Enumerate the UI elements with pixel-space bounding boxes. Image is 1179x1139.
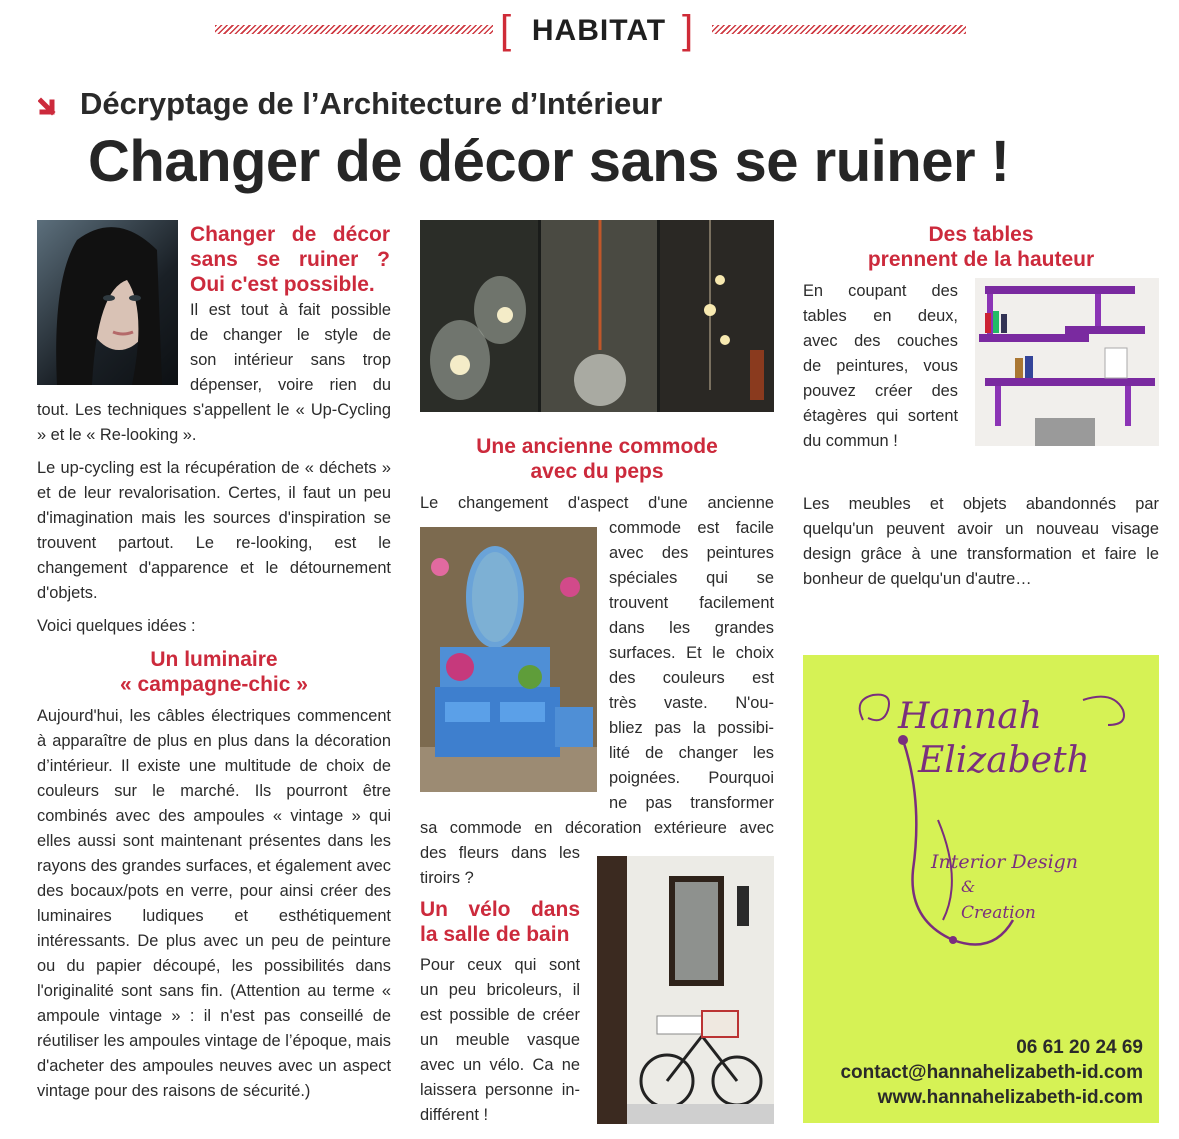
commode-wrap-line: trouvent facilement — [609, 594, 774, 612]
commode-wrap-line: lité de changer les — [609, 744, 774, 762]
logo-name-1: Hannah — [898, 696, 1042, 737]
tables-wrap-text — [803, 279, 958, 454]
commode-rest-tail — [420, 841, 580, 891]
header-hatch-right — [712, 25, 966, 34]
commode-wrap-line: spéciales qui se — [609, 569, 774, 587]
article-subtitle: Décryptage de l’Architecture d’Intérieur — [80, 86, 663, 121]
author-portrait — [37, 220, 178, 385]
blue-commode-photo — [420, 527, 597, 792]
article-title: Changer de décor sans se ruiner ! — [88, 129, 1010, 194]
tables-wrap-line: du commun ! — [803, 432, 898, 450]
velo-wrap-line: un meuble vasque — [420, 1031, 580, 1049]
logo-tagline-1: Interior Design — [931, 851, 1079, 873]
purple-shelves-photo — [975, 278, 1159, 446]
velo-wrap-line: avec un vélo. Ca ne — [420, 1056, 580, 1074]
bracket-right: ] — [682, 8, 694, 52]
intro-wrap-line: son intérieur sans trop — [190, 351, 391, 369]
commode-wrap-line: très vaste. N'ou- — [609, 694, 774, 712]
commode-wrap-line: des couleurs est — [609, 669, 774, 687]
ad-phone[interactable]: 06 61 20 24 69 — [1016, 1037, 1143, 1058]
velo-heading-line2: la salle de bain — [420, 923, 570, 946]
commode-wrap-line: poignées. Pourquoi — [609, 769, 774, 787]
velo-wrap-line: différent ! — [420, 1106, 489, 1124]
commode-rest-line3: tiroirs ? — [420, 869, 474, 887]
velo-text — [420, 953, 580, 1128]
tables-wrap-line: tables en deux, — [803, 307, 958, 325]
logo-name-2: Elizabeth — [918, 740, 1090, 781]
intro-paragraph-2: Le up-cycling est la récupération de « déchets » et de leur revalorisation. Certes, il faut un peu d'imagination mais les sources d'inspiration se trouvent partout. Le re-looking, est le changement d'apparence et le détournement d'objets. — [37, 459, 391, 602]
intro-text — [37, 398, 391, 647]
pendant-lights-photo — [420, 220, 774, 412]
commode-wrap-line: avec des peintures — [609, 544, 774, 562]
commode-wrap-line: dans les grandes — [609, 619, 774, 637]
velo-wrap-line: un peu bricoleurs, il — [420, 981, 580, 999]
ad-box — [803, 655, 1159, 1123]
logo-tagline-2: Creation — [961, 903, 1036, 923]
intro-wrap-text — [190, 298, 391, 398]
bracket-left: [ — [500, 8, 512, 52]
header-hatch-left — [215, 25, 493, 34]
intro-heading-line3: Oui c'est possible. — [190, 273, 375, 296]
tables-wrap-line: En coupant des — [803, 282, 958, 300]
ad-website[interactable]: www.hannahelizabeth-id.com — [877, 1087, 1143, 1108]
commode-rest-line1: sa commode en décoration extérieure avec — [420, 819, 774, 837]
commode-heading — [420, 434, 774, 484]
commode-wrap-line: ne pas transformer — [609, 794, 774, 812]
tables-paragraph-2: Les meubles et objets abandonnés par quelqu'un peuvent avoir un nouveau visage design grâce à une transformation et faire le bonheur de quelqu'un d'autre… — [803, 495, 1159, 588]
tables-wrap-line: avec des couches — [803, 332, 958, 350]
intro-paragraph-1: tout. Les techniques s'appellent le « Up-Cycling » et le « Re-looking ». — [37, 401, 391, 444]
hannah-elizabeth-logo — [843, 680, 1143, 980]
commode-heading-line1: Une ancienne commode — [476, 435, 718, 458]
luminaire-heading-line1: Un luminaire — [150, 648, 278, 671]
intro-heading-line1: Changer de décor — [190, 223, 390, 246]
commode-rest — [420, 816, 774, 841]
intro-heading — [190, 222, 390, 297]
intro-wrap-line: Il est tout à fait possible — [190, 301, 391, 319]
velo-wrap-line: laissera personne in- — [420, 1081, 580, 1099]
tables-wrap-line: étagères qui sortent — [803, 407, 958, 425]
luminaire-heading — [37, 647, 391, 697]
tables-heading-line1: Des tables — [928, 223, 1034, 246]
velo-heading-line1: Un vélo dans — [420, 898, 580, 921]
intro-heading-line2: sans se ruiner ? — [190, 248, 390, 271]
intro-wrap-line: dépenser, voire rien du — [190, 376, 391, 394]
commode-wrap-line: bliez pas la possibi- — [609, 719, 774, 737]
tables-heading-line2: prennent de la hauteur — [867, 248, 1095, 271]
commode-wrap-line: surfaces. Et le choix — [609, 644, 774, 662]
commode-rest-line2: des fleurs dans les — [420, 844, 580, 862]
velo-wrap-line: est possible de créer — [420, 1006, 580, 1024]
velo-heading — [420, 897, 580, 947]
ad-email[interactable]: contact@hannahelizabeth-id.com — [840, 1062, 1143, 1083]
commode-heading-line2: avec du peps — [530, 460, 664, 483]
intro-paragraph-3: Voici quelques idées : — [37, 617, 196, 635]
logo-ampersand: & — [961, 877, 976, 896]
section-label: HABITAT — [531, 14, 667, 47]
intro-wrap-line: de changer le style de — [190, 326, 391, 344]
commode-wrap-text — [609, 516, 774, 816]
luminaire-heading-line2: « campagne-chic » — [120, 673, 308, 696]
bike-bathroom-photo — [597, 856, 774, 1124]
luminaire-body: Aujourd'hui, les câbles électriques commencent à apparaître de plus en plus dans la décoration d’intérieur. Il existe une multitude de choix de couleurs sur le marché. Ils pourront être combinés avec des ampoules « vintage » qui elles aussi sont maintenant présentes dans les rayons des grandes surfaces, et également avec des bocaux/pots en verre, pour ainsi créer des luminaires ludiques et esthétiquement intéressants. De plus avec un peu de peinture ou du papier découpé, les possibilités dans l'originalité sont sans fin. (Attention au terme « ampoule vintage » : il n'est pas conseillé de réutiliser les ampoules vintage de l’époque, mais d'acheter des ampoules neuves avec un aspect vintage pour des raisons de sécurité.) — [37, 707, 391, 1100]
commode-wrap-line: commode est facile — [609, 519, 774, 537]
velo-wrap-line: Pour ceux qui sont — [420, 956, 580, 974]
tables-wrap-line: pouvez créer des — [803, 382, 958, 400]
tables-heading — [803, 222, 1159, 272]
tables-wrap-line: de peintures, vous — [803, 357, 958, 375]
commode-line1: Le changement d'aspect d'une ancienne — [420, 494, 774, 512]
arrow-down-right-icon — [38, 95, 62, 119]
